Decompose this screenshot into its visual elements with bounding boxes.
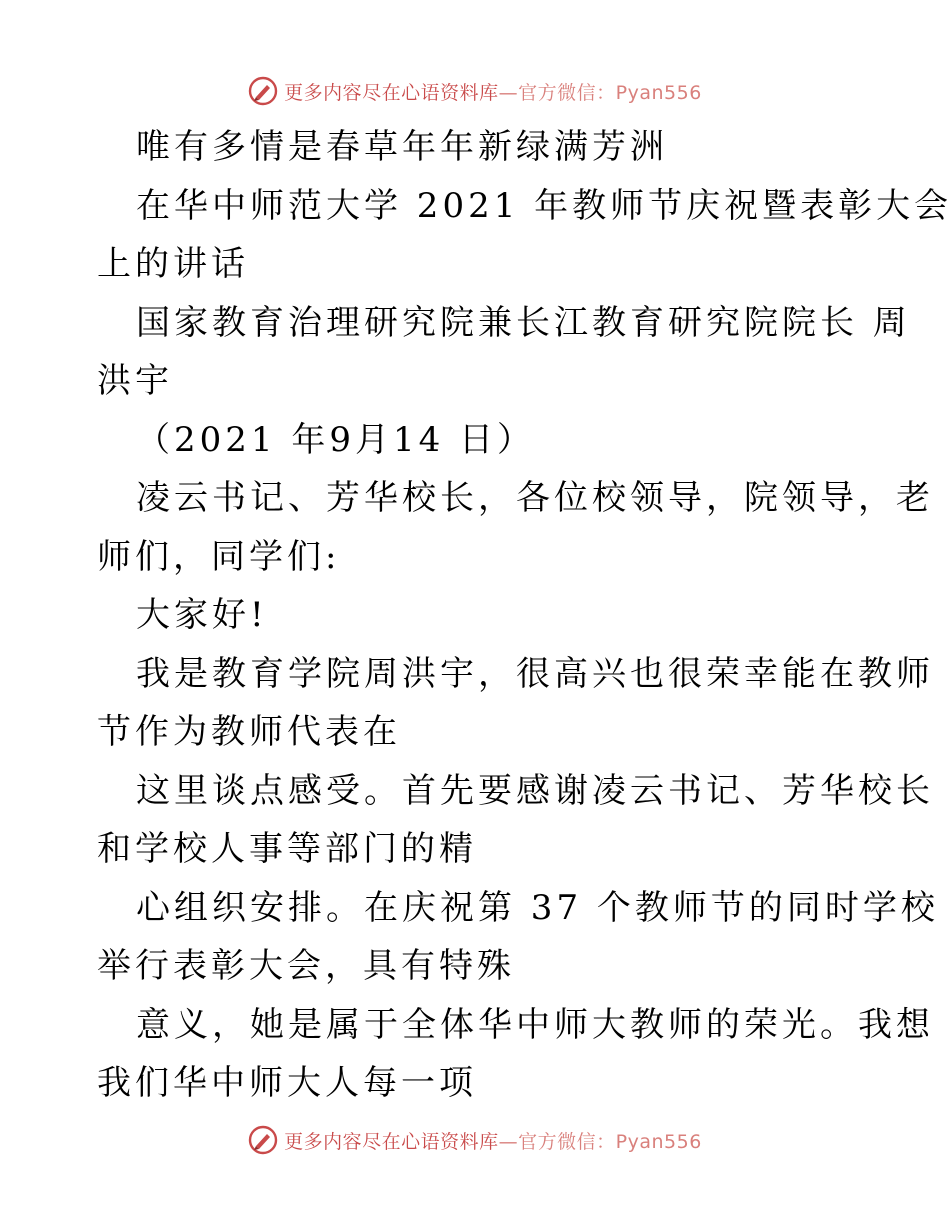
paragraph-line: 我们华中师大人每一项 (97, 1063, 477, 1103)
salutation-line-2: 师们，同学们: (97, 536, 341, 577)
paragraph-line: 举行表彰大会，具有特殊 (97, 946, 515, 986)
subtitle-line-1: 在华中师范大学 2021 年教师节庆祝暨表彰大会 (136, 185, 952, 226)
watermark-main: 更多内容尽在心语资料库 (284, 1130, 499, 1153)
date-line: （2021 年9月14 日） (136, 419, 536, 460)
paragraph-line: 心组织安排。在庆祝第 37 个教师节的同时学校 (136, 887, 939, 928)
document-body (97, 118, 952, 1113)
author-line-1: 国家教育治理研究院兼长江教育研究院院长 周 (136, 302, 911, 343)
watermark-text (284, 1127, 702, 1154)
watermark-tail: —官方微信：Pyan556 (498, 1130, 702, 1153)
pen-logo-icon (248, 76, 278, 106)
author-line-2: 洪宇 (97, 361, 173, 401)
subtitle-line-2: 上的讲话 (97, 244, 249, 284)
footer-watermark (0, 1120, 950, 1160)
paragraph-line: 这里谈点感受。首先要感谢凌云书记、芳华校长 (136, 770, 934, 811)
greeting-line: 大家好! (136, 595, 268, 635)
watermark-tail: —官方微信：Pyan556 (498, 81, 702, 104)
pen-logo-icon (248, 1125, 278, 1155)
salutation-line-1: 凌云书记、芳华校长，各位校领导，院领导，老 (136, 478, 934, 518)
title-line: 唯有多情是春草年年新绿满芳洲 (136, 127, 668, 167)
paragraph-line: 我是教育学院周洪宇，很高兴也很荣幸能在教师 (136, 653, 934, 694)
watermark-text (284, 78, 702, 105)
header-watermark (0, 71, 950, 111)
watermark-main: 更多内容尽在心语资料库 (284, 81, 499, 104)
paragraph-line: 和学校人事等部门的精 (97, 829, 477, 869)
paragraph-line: 节作为教师代表在 (97, 712, 401, 752)
paragraph-line: 意义，她是属于全体华中师大教师的荣光。我想 (136, 1004, 934, 1045)
